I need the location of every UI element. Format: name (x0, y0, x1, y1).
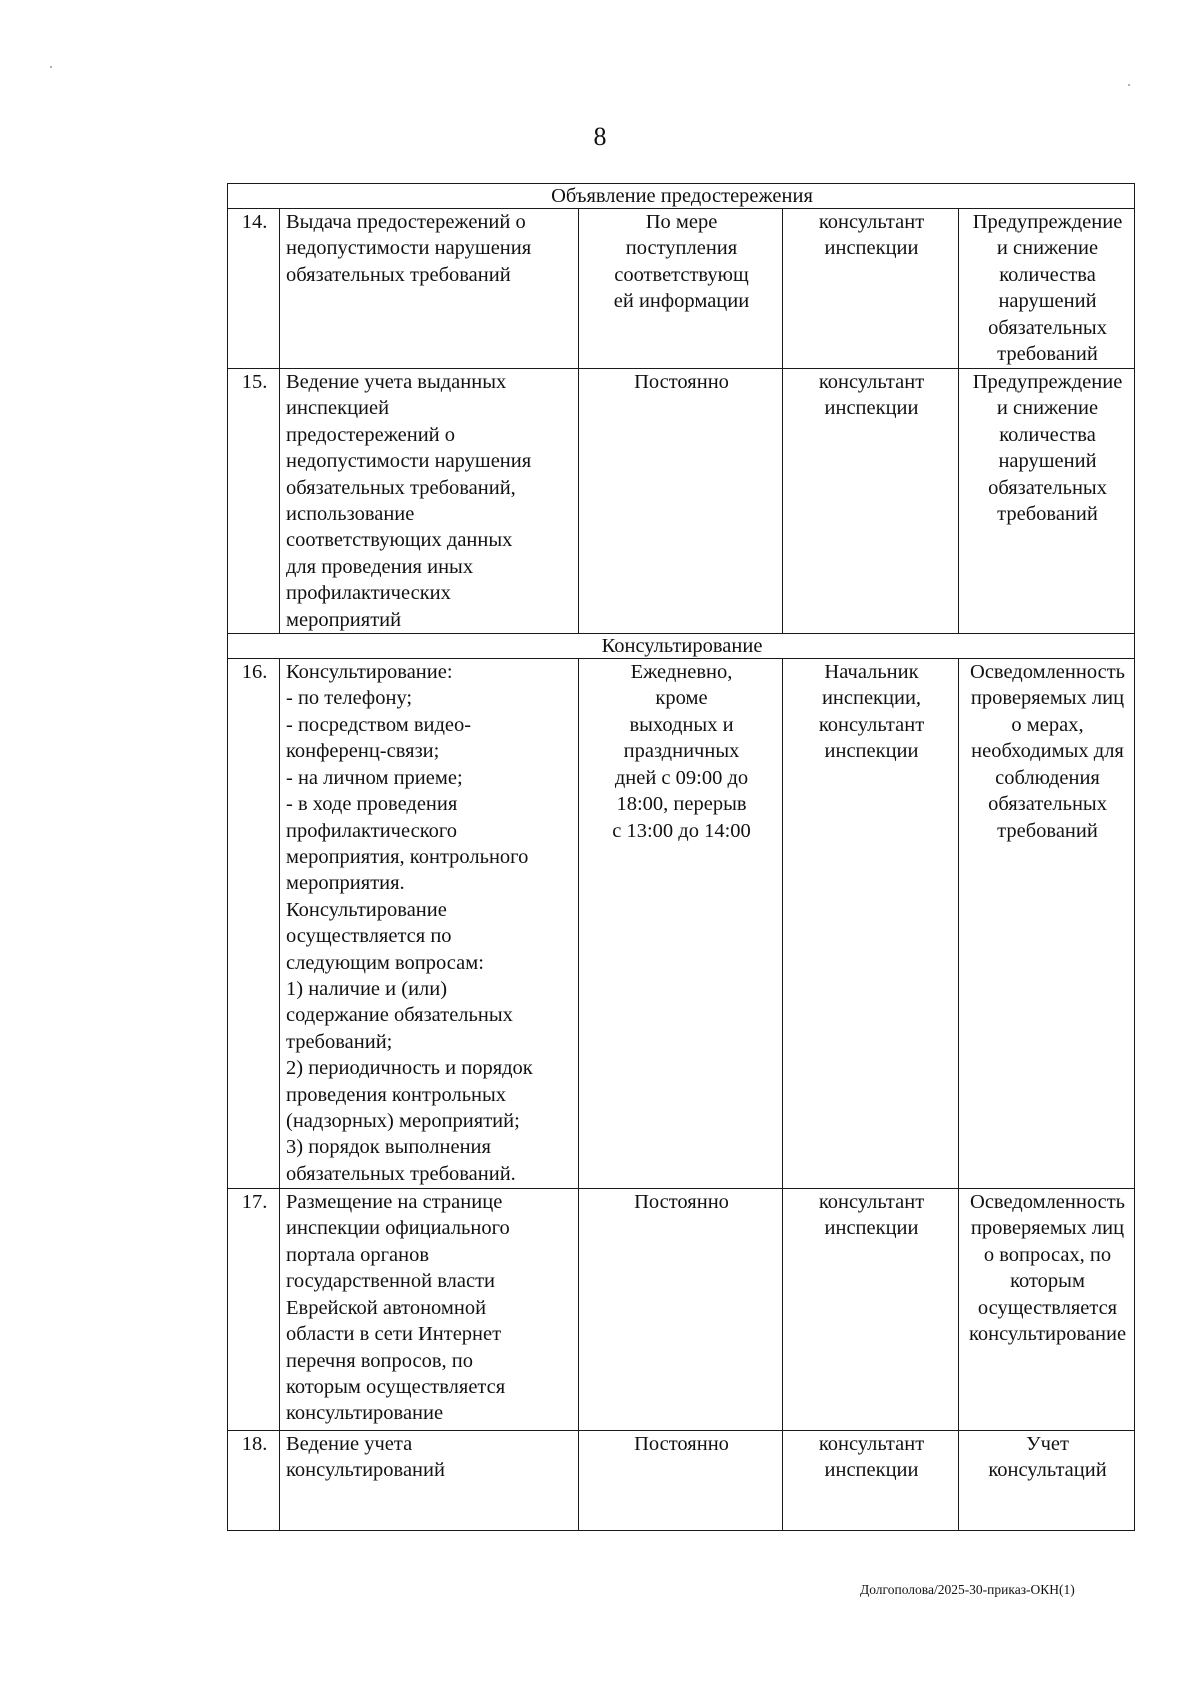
cell-line: области в сети Интернет (286, 1323, 502, 1346)
measure-result (959, 209, 1135, 369)
cell-line: которым осуществляется (286, 1375, 506, 1398)
cell-line: 18:00, перерыв (616, 793, 747, 816)
cell-line: - в ходе проведения (286, 793, 458, 816)
row-number: 14. (228, 209, 280, 369)
section-header-row (228, 184, 1135, 209)
cell-line: соответствующ (614, 263, 749, 286)
scan-speck (50, 66, 52, 68)
cell-line: осуществляется по (286, 925, 452, 948)
cell-line: консультант (818, 1191, 925, 1214)
table-row (228, 369, 1135, 634)
cell-line: инспекции (824, 397, 919, 420)
measure-responsible (783, 1431, 959, 1531)
cell-line: 3) порядок выполнения (286, 1136, 491, 1159)
cell-line: Размещение на странице (286, 1191, 503, 1214)
cell-line: мероприятия. (286, 872, 405, 895)
cell-line: требований (997, 503, 1098, 526)
cell-line: Постоянно (634, 1191, 729, 1214)
cell-line: инспекции (824, 740, 919, 763)
cell-line: недопустимости нарушения (286, 237, 532, 260)
cell-line: Предупреждение (972, 211, 1123, 233)
cell-line: и снижение (996, 237, 1099, 260)
cell-line: 1) наличие и (или) (286, 977, 448, 1000)
row-number: 15. (228, 369, 280, 634)
cell-line: проведения контрольных (286, 1083, 507, 1106)
measure-result (959, 369, 1135, 634)
cell-line: проверяемых лиц (970, 1217, 1125, 1240)
cell-line: Постоянно (634, 371, 729, 393)
cell-line: консультант (818, 1433, 925, 1456)
cell-line: консультирований (286, 1459, 445, 1482)
section-header-row (228, 634, 1135, 659)
cell-line: нарушений (998, 290, 1097, 313)
measure-description (280, 369, 579, 634)
cell-line: о вопросах, по (983, 1243, 1112, 1266)
table-row (228, 209, 1135, 369)
cell-line: консультант (818, 713, 925, 736)
cell-line: следующим вопросам: (286, 951, 484, 974)
measure-term (579, 209, 783, 369)
cell-line: Консультирование (286, 898, 447, 921)
cell-line: 2) периодичность и порядок (286, 1057, 533, 1080)
measures-table (227, 183, 1135, 1531)
cell-line: По мере (645, 211, 718, 233)
measure-description (280, 1189, 579, 1431)
cell-line: государственной власти (286, 1270, 495, 1293)
measure-responsible (783, 659, 959, 1189)
cell-line: (надзорных) мероприятий; (286, 1109, 520, 1132)
cell-line: Осведомленность (970, 1191, 1126, 1214)
cell-line: предостережений о (286, 423, 456, 446)
cell-line: количества (999, 263, 1096, 286)
section-title: Объявление предостережения (228, 184, 1135, 209)
cell-line: Консультирование: (286, 661, 453, 684)
cell-line: проверяемых лиц (970, 687, 1125, 710)
cell-line: ей информации (613, 290, 750, 313)
cell-line: кроме (655, 687, 708, 710)
cell-line: необходимых для (971, 740, 1124, 763)
measure-term (579, 1189, 783, 1431)
cell-line: Ведение учета выданных (286, 371, 507, 393)
measure-responsible (783, 209, 959, 369)
cell-line: выходных и (629, 713, 734, 736)
cell-line: обязательных требований (286, 263, 511, 286)
cell-line: Постоянно (634, 1433, 729, 1456)
cell-line: о мерах, (1011, 713, 1084, 736)
row-number: 17. (228, 1189, 280, 1431)
measure-description (280, 1431, 579, 1531)
cell-line: Осведомленность (970, 661, 1126, 684)
cell-line: недопустимости нарушения (286, 450, 532, 473)
cell-line: обязательных требований. (286, 1162, 516, 1185)
cell-line: соблюдения (995, 766, 1100, 789)
cell-line: обязательных (988, 316, 1107, 339)
cell-line: требований (997, 343, 1098, 366)
cell-line: Еврейской автономной (286, 1296, 487, 1319)
measure-responsible (783, 1189, 959, 1431)
document-footer: Долгополова/2025-30-приказ-ОКН(1) (860, 1582, 1075, 1597)
cell-line: содержание обязательных (286, 1004, 513, 1027)
table-row (228, 1189, 1135, 1431)
measure-term (579, 1431, 783, 1531)
cell-line: дней с 09:00 до (614, 766, 749, 789)
row-number: 16. (228, 659, 280, 1189)
table-row (228, 1431, 1135, 1531)
measure-term (579, 369, 783, 634)
cell-line: инспекцией (286, 397, 390, 420)
cell-line: консультирование (968, 1323, 1127, 1346)
cell-line: для проведения иных (286, 555, 474, 578)
cell-line: консультаций (988, 1459, 1107, 1482)
measure-result (959, 1189, 1135, 1431)
cell-line: с 13:00 до 14:00 (612, 819, 751, 842)
cell-line: Выдача предостережений о (286, 211, 526, 233)
row-number: 18. (228, 1431, 280, 1531)
cell-line: обязательных требований, (286, 476, 516, 499)
cell-line: Начальник (824, 661, 919, 684)
cell-line: количества (999, 423, 1096, 446)
section-title: Консультирование (228, 634, 1135, 659)
measure-term (579, 659, 783, 1189)
page-number: 8 (593, 122, 607, 151)
cell-line: консультант (818, 371, 925, 393)
table-row (228, 659, 1135, 1189)
measure-description (280, 659, 579, 1189)
cell-line: профилактических (286, 582, 451, 605)
cell-line: - на личном приеме; (286, 766, 463, 789)
cell-line: инспекции (824, 237, 919, 260)
cell-line: консультирование (286, 1402, 444, 1425)
cell-line: инспекции официального (286, 1217, 510, 1240)
cell-line: инспекции (824, 1459, 919, 1482)
cell-line: Учет (1026, 1433, 1069, 1456)
cell-line: которым (1010, 1270, 1085, 1293)
cell-line: консультант (818, 211, 925, 233)
cell-line: профилактического (286, 819, 458, 842)
cell-line: нарушений (998, 450, 1097, 473)
cell-line: мероприятия, контрольного (286, 845, 529, 868)
scan-speck (1128, 84, 1130, 86)
measure-result (959, 659, 1135, 1189)
cell-line: инспекции, (821, 687, 922, 710)
cell-line: Ведение учета (286, 1433, 413, 1456)
cell-line: инспекции (824, 1217, 919, 1240)
cell-line: осуществляется (977, 1296, 1118, 1319)
cell-line: требований (997, 819, 1098, 842)
cell-line: Ежедневно, (630, 661, 733, 684)
cell-line: использование (286, 503, 415, 526)
cell-line: перечня вопросов, по (286, 1349, 474, 1372)
cell-line: мероприятий (286, 608, 402, 631)
measure-result (959, 1431, 1135, 1531)
cell-line: обязательных (988, 476, 1107, 499)
cell-line: - по телефону; (286, 687, 413, 710)
cell-line: - посредством видео- (286, 713, 472, 736)
measure-responsible (783, 369, 959, 634)
cell-line: требований; (286, 1030, 393, 1053)
cell-line: Предупреждение (972, 371, 1123, 393)
cell-line: поступления (625, 237, 738, 260)
measure-description (280, 209, 579, 369)
cell-line: праздничных (623, 740, 740, 763)
cell-line: конференц-связи; (286, 740, 440, 763)
cell-line: обязательных (988, 793, 1107, 816)
cell-line: и снижение (996, 397, 1099, 420)
cell-line: портала органов (286, 1243, 430, 1266)
cell-line: соответствующих данных (286, 529, 513, 552)
